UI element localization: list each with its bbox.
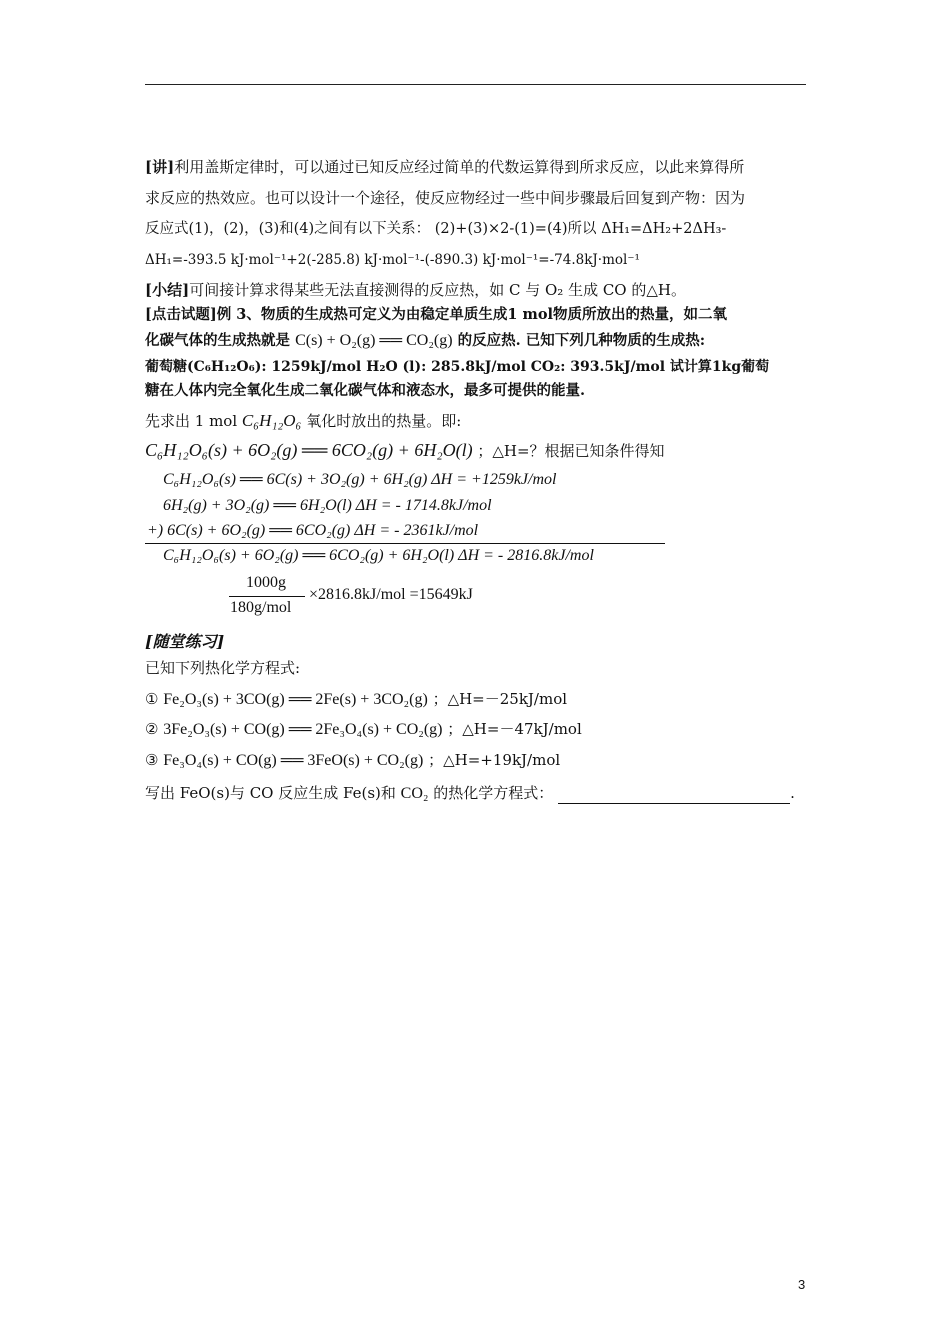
practice-intro: 已知下列热化学方程式:	[145, 659, 301, 677]
practice-question: 写出 FeO(s)与 CO 反应生成 Fe(s)和 CO₂ 的热化学方程式： .	[145, 784, 795, 802]
example-line-3: 葡萄糖(C₆H₁₂O₆): 1259kJ/mol H₂O (l): 285.8kJ/mol CO₂: 393.5kJ/mol 试计算1kg葡萄	[145, 359, 770, 375]
glucose-oxidation-equation: C₆H₁₂O₆(s) + 6O₂(g) ══ 6CO₂(g) + 6H₂O(l)	[145, 440, 473, 460]
practice-item-2: ② 3Fe₂O₃(s) + CO(g) ══ 2Fe₃O₄(s) + CO₂(g) ；△H=－47kJ/mol	[145, 720, 582, 738]
step-2-equation: 6H₂(g) + 3O₂(g) ══ 6H₂O(l) ΔH = - 1714.8kJ/mol	[163, 497, 492, 514]
glucose-oxidation-line: C₆H₁₂O₆(s) + 6O₂(g) ══ 6CO₂(g) + 6H₂O(l) ；△H=？根据已知条件得知	[145, 440, 665, 460]
page-number: 3	[798, 1277, 806, 1292]
practice-item-1: ① Fe₂O₃(s) + 3CO(g) ══ 2Fe(s) + 3CO₂(g) ；△H=－25kJ/mol	[145, 690, 568, 708]
lecture-tag: [讲]	[145, 158, 175, 176]
practice-title: [随堂练习]	[145, 632, 225, 651]
summary-tag: [小结]	[145, 281, 190, 299]
glucose-formula: C₆H₁₂O₆	[241, 411, 302, 430]
practice-equation-2: 3Fe₂O₃(s) + CO(g) ══ 2Fe₃O₄(s) + CO₂(g)	[163, 721, 443, 738]
lecture-line-4: ΔH₁=-393.5 kJ·mol⁻¹+2(-285.8) kJ·mol⁻¹-(-890.3) kJ·mol⁻¹=-74.8kJ·mol⁻¹	[145, 252, 640, 268]
step-1-equation: C₆H₁₂O₆(s) ══ 6C(s) + 3O₂(g) + 6H₂(g) ΔH = +1259kJ/mol	[163, 471, 557, 488]
summary-line: [小结]可间接计算求得某些无法直接测得的反应热，如 C 与 O₂ 生成 CO 的△H。	[145, 281, 686, 299]
step-3-equation: +) 6C(s) + 6O₂(g) ══ 6CO₂(g) ΔH = - 2361kJ/mol	[147, 522, 479, 539]
lecture-line-2: 求反应的热效应。也可以设计一个途径，使反应物经过一些中间步骤最后回复到产物：因为	[145, 189, 746, 207]
example-line-1: [点击试题]例 3、物质的生成热可定义为由稳定单质生成1 mol物质所放出的热量，如二氧	[145, 306, 728, 323]
example-line-2: 化碳气体的生成热就是 C(s) + O₂(g) ══ CO₂(g) 的反应热. 已知下列几种物质的生成热:	[145, 332, 706, 349]
lecture-line-1: [讲]利用盖斯定律时，可以通过已知反应经过简单的代数运算得到所求反应，以此来算得所	[145, 158, 745, 176]
example-line-4: 糖在人体内完全氧化生成二氧化碳气体和液态水，最多可提供的能量.	[145, 382, 586, 399]
fraction-numerator: 1000g	[246, 574, 286, 591]
solution-intro: 先求出 1 mol C₆H₁₂O₆ 氧化时放出的热量。即:	[145, 411, 462, 430]
co2-formula: CO₂	[400, 785, 429, 802]
practice-equation-3: Fe₃O₄(s) + CO(g) ══ 3FeO(s) + CO₂(g)	[163, 752, 424, 769]
practice-equation-1: Fe₂O₃(s) + 3CO(g) ══ 2Fe(s) + 3CO₂(g)	[163, 691, 428, 708]
calculation-result: ×2816.8kJ/mol =15649kJ	[309, 586, 473, 603]
practice-item-3: ③ Fe₃O₄(s) + CO(g) ══ 3FeO(s) + CO₂(g) ；△H=+19kJ/mol	[145, 751, 561, 769]
header-rule	[145, 84, 806, 85]
lecture-line-3: 反应式(1)，(2)，(3)和(4)之间有以下关系： (2)+(3)×2-(1)=(4)所以 ΔH₁=ΔH₂+2ΔH₃-	[145, 221, 727, 237]
co2-formation-equation: C(s) + O₂(g) ══ CO₂(g)	[295, 332, 453, 349]
fraction-denominator: 180g/mol	[230, 599, 292, 616]
answer-blank[interactable]	[558, 789, 790, 804]
sum-rule	[145, 543, 665, 544]
sum-equation: C₆H₁₂O₆(s) + 6O₂(g) ══ 6CO₂(g) + 6H₂O(l) ΔH = - 2816.8kJ/mol	[163, 547, 594, 564]
fraction-bar	[229, 596, 305, 597]
